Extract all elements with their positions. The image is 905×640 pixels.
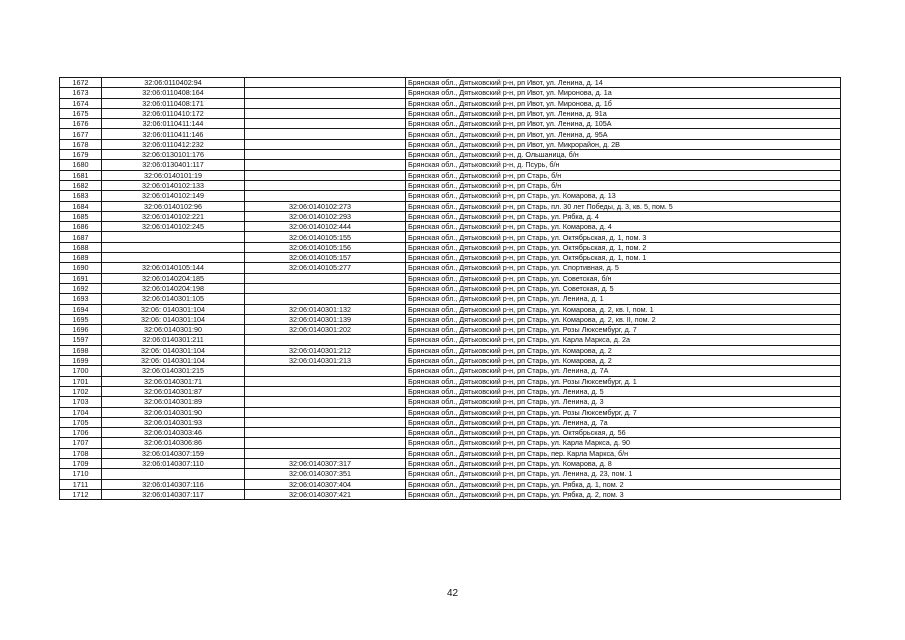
table-row	[60, 407, 841, 417]
address-cell: Брянская обл., Дятьковский р-н, рп Старь, ул. Комарова, д. 4	[406, 222, 841, 232]
table-row	[60, 160, 841, 170]
cadastral-number-cell: 32:06:0140204:185	[102, 273, 245, 283]
row-number-cell: 1683	[60, 191, 102, 201]
table-row	[60, 211, 841, 221]
table-row	[60, 489, 841, 499]
row-number-cell: 1707	[60, 438, 102, 448]
premises-cadastral-number-cell	[245, 366, 406, 376]
address-cell: Брянская обл., Дятьковский р-н, рп Старь, ул. Комарова, д. 13	[406, 191, 841, 201]
address-cell: Брянская обл., Дятьковский р-н, рп Старь, пер. Карла Маркса, б/н	[406, 448, 841, 458]
premises-cadastral-number-cell	[245, 273, 406, 283]
address-cell: Брянская обл., Дятьковский р-н, рп Старь, ул. Ленина, д. 7А	[406, 366, 841, 376]
table-row	[60, 438, 841, 448]
premises-cadastral-number-cell: 32:06:0140105:155	[245, 232, 406, 242]
cadastral-number-cell: 32:06:0140301:211	[102, 335, 245, 345]
cadastral-number-cell: 32:06:0130401:117	[102, 160, 245, 170]
premises-cadastral-number-cell: 32:06:0140105:156	[245, 242, 406, 252]
premises-cadastral-number-cell	[245, 98, 406, 108]
row-number-cell: 1672	[60, 78, 102, 88]
row-number-cell: 1678	[60, 139, 102, 149]
table-row	[60, 263, 841, 273]
address-cell: Брянская обл., Дятьковский р-н, рп Старь, ул. Ленина, д. 5	[406, 386, 841, 396]
address-cell: Брянская обл., Дятьковский р-н, рп Старь, ул. Рябка, д. 2, пом. 3	[406, 489, 841, 499]
premises-cadastral-number-cell	[245, 448, 406, 458]
address-cell: Брянская обл., Дятьковский р-н, рп Старь, ул. Октябрьская, д. 1, пом. 1	[406, 253, 841, 263]
address-cell: Брянская обл., Дятьковский р-н, рп Старь, пл. 30 лет Победы, д. 3, кв. 5, пом. 5	[406, 201, 841, 211]
cadastral-number-cell: 32:06:0140301:90	[102, 325, 245, 335]
row-number-cell: 1688	[60, 242, 102, 252]
address-cell: Брянская обл., Дятьковский р-н, рп Старь, ул. Комарова, д. 2	[406, 345, 841, 355]
premises-cadastral-number-cell	[245, 88, 406, 98]
address-cell: Брянская обл., Дятьковский р-н, рп Старь, ул. Розы Люксембург, д. 1	[406, 376, 841, 386]
row-number-cell: 1682	[60, 180, 102, 190]
cadastral-number-cell: 32:06:0140102:149	[102, 191, 245, 201]
address-cell: Брянская обл., Дятьковский р-н, рп Старь, ул. Ленина, д. 23, пом. 1	[406, 469, 841, 479]
table-row	[60, 356, 841, 366]
premises-cadastral-number-cell	[245, 119, 406, 129]
row-number-cell: 1675	[60, 108, 102, 118]
cadastral-number-cell: 32:06:0140306:86	[102, 438, 245, 448]
table-row	[60, 376, 841, 386]
premises-cadastral-number-cell: 32:06:0140102:444	[245, 222, 406, 232]
premises-cadastral-number-cell	[245, 283, 406, 293]
row-number-cell: 1708	[60, 448, 102, 458]
row-number-cell: 1676	[60, 119, 102, 129]
row-number-cell: 1698	[60, 345, 102, 355]
cadastral-number-cell: 32:06: 0140301:104	[102, 314, 245, 324]
row-number-cell: 1705	[60, 417, 102, 427]
premises-cadastral-number-cell	[245, 407, 406, 417]
table-row	[60, 108, 841, 118]
table-row	[60, 139, 841, 149]
row-number-cell: 1706	[60, 428, 102, 438]
table-row	[60, 314, 841, 324]
premises-cadastral-number-cell	[245, 191, 406, 201]
row-number-cell: 1680	[60, 160, 102, 170]
row-number-cell: 1689	[60, 253, 102, 263]
premises-cadastral-number-cell: 32:06:0140105:157	[245, 253, 406, 263]
table-row	[60, 150, 841, 160]
table-body	[60, 78, 841, 500]
table-row	[60, 170, 841, 180]
address-cell: Брянская обл., Дятьковский р-н, рп Ивот, ул. Ленина, д. 105А	[406, 119, 841, 129]
address-cell: Брянская обл., Дятьковский р-н, рп Ивот, ул. Ленина, д. 14	[406, 78, 841, 88]
cadastral-number-cell: 32:06:0140301:89	[102, 397, 245, 407]
premises-cadastral-number-cell	[245, 180, 406, 190]
address-cell: Брянская обл., Дятьковский р-н, рп Старь, ул. Спортивная, д. 5	[406, 263, 841, 273]
cadastral-number-cell: 32:06: 0140301:104	[102, 356, 245, 366]
table-row	[60, 222, 841, 232]
row-number-cell: 1703	[60, 397, 102, 407]
row-number-cell: 1679	[60, 150, 102, 160]
premises-cadastral-number-cell: 32:06:0140301:132	[245, 304, 406, 314]
cadastral-number-cell: 32:06:0110411:146	[102, 129, 245, 139]
cadastral-number-cell: 32:06:0140307:159	[102, 448, 245, 458]
cadastral-number-cell: 32:06:0110412:232	[102, 139, 245, 149]
row-number-cell: 1684	[60, 201, 102, 211]
table-row	[60, 458, 841, 468]
address-cell: Брянская обл., Дятьковский р-н, рп Старь, ул. Советская, д. 5	[406, 283, 841, 293]
cadastral-number-cell: 32:06:0140204:198	[102, 283, 245, 293]
premises-cadastral-number-cell: 32:06:0140307:404	[245, 479, 406, 489]
address-cell: Брянская обл., Дятьковский р-н, д. Ольшаница, б/н	[406, 150, 841, 160]
address-cell: Брянская обл., Дятьковский р-н, рп Старь, ул. Карла Маркса, д. 90	[406, 438, 841, 448]
row-number-cell: 1704	[60, 407, 102, 417]
premises-cadastral-number-cell: 32:06:0140307:317	[245, 458, 406, 468]
premises-cadastral-number-cell: 32:06:0140301:139	[245, 314, 406, 324]
cadastral-number-cell: 32:06:0110402:94	[102, 78, 245, 88]
premises-cadastral-number-cell	[245, 170, 406, 180]
cadastral-number-cell: 32:06:0140301:87	[102, 386, 245, 396]
cadastral-number-cell: 32:06:0140102:245	[102, 222, 245, 232]
row-number-cell: 1690	[60, 263, 102, 273]
cadastral-number-cell	[102, 242, 245, 252]
row-number-cell: 1711	[60, 479, 102, 489]
row-number-cell: 1673	[60, 88, 102, 98]
table-row	[60, 397, 841, 407]
address-cell: Брянская обл., Дятьковский р-н, рп Ивот, ул. Ленина, д. 95А	[406, 129, 841, 139]
address-cell: Брянская обл., Дятьковский р-н, рп Старь, ул. Розы Люксембург, д. 7	[406, 325, 841, 335]
premises-cadastral-number-cell: 32:06:0140307:351	[245, 469, 406, 479]
premises-cadastral-number-cell: 32:06:0140105:277	[245, 263, 406, 273]
table-row	[60, 232, 841, 242]
row-number-cell: 1693	[60, 294, 102, 304]
premises-cadastral-number-cell	[245, 78, 406, 88]
row-number-cell: 1686	[60, 222, 102, 232]
address-cell: Брянская обл., Дятьковский р-н, рп Старь, ул. Карла Маркса, д. 2а	[406, 335, 841, 345]
premises-cadastral-number-cell	[245, 139, 406, 149]
cadastral-number-cell: 32:06:0140307:117	[102, 489, 245, 499]
table-row	[60, 201, 841, 211]
premises-cadastral-number-cell	[245, 376, 406, 386]
row-number-cell: 1687	[60, 232, 102, 242]
page-number: 42	[446, 588, 459, 599]
premises-cadastral-number-cell	[245, 108, 406, 118]
premises-cadastral-number-cell	[245, 417, 406, 427]
premises-cadastral-number-cell: 32:06:0140301:212	[245, 345, 406, 355]
cadastral-number-cell: 32:06:0140307:116	[102, 479, 245, 489]
table-row	[60, 242, 841, 252]
premises-cadastral-number-cell	[245, 129, 406, 139]
address-cell: Брянская обл., Дятьковский р-н, рп Старь, ул. Комарова, д. 8	[406, 458, 841, 468]
address-cell: Брянская обл., Дятьковский р-н, рп Старь, б/н	[406, 180, 841, 190]
address-cell: Брянская обл., Дятьковский р-н, рп Старь, б/н	[406, 170, 841, 180]
table-row	[60, 345, 841, 355]
address-cell: Брянская обл., Дятьковский р-н, рп Ивот, ул. Микрорайон, д. 2В	[406, 139, 841, 149]
premises-cadastral-number-cell: 32:06:0140102:293	[245, 211, 406, 221]
premises-cadastral-number-cell: 32:06:0140102:273	[245, 201, 406, 211]
table-row	[60, 469, 841, 479]
address-cell: Брянская обл., Дятьковский р-н, рп Старь, ул. Комарова, д. 2	[406, 356, 841, 366]
row-number-cell: 1709	[60, 458, 102, 468]
row-number-cell: 1681	[60, 170, 102, 180]
premises-cadastral-number-cell	[245, 397, 406, 407]
table-row	[60, 448, 841, 458]
cadastral-number-cell: 32:06:0110411:144	[102, 119, 245, 129]
table-row	[60, 78, 841, 88]
table-row	[60, 294, 841, 304]
table-row	[60, 283, 841, 293]
address-cell: Брянская обл., Дятьковский р-н, д. Псурь, б/н	[406, 160, 841, 170]
cadastral-number-cell: 32:06:0110408:171	[102, 98, 245, 108]
table-row	[60, 98, 841, 108]
cadastral-number-cell: 32:06:0140301:215	[102, 366, 245, 376]
table-row	[60, 273, 841, 283]
row-number-cell: 1701	[60, 376, 102, 386]
table-row	[60, 417, 841, 427]
cadastral-number-cell	[102, 232, 245, 242]
table-row	[60, 119, 841, 129]
table-row	[60, 304, 841, 314]
address-cell: Брянская обл., Дятьковский р-н, рп Ивот, ул. Миронова, д. 1б	[406, 98, 841, 108]
cadastral-number-cell: 32:06:0110408:164	[102, 88, 245, 98]
cadastral-number-cell: 32:06:0140102:133	[102, 180, 245, 190]
cadastral-number-cell: 32:06:0140301:71	[102, 376, 245, 386]
premises-cadastral-number-cell	[245, 335, 406, 345]
address-cell: Брянская обл., Дятьковский р-н, рп Ивот, ул. Ленина, д. 91а	[406, 108, 841, 118]
table-row	[60, 88, 841, 98]
row-number-cell: 1674	[60, 98, 102, 108]
address-cell: Брянская обл., Дятьковский р-н, рп Старь, ул. Рябка, д. 1, пом. 2	[406, 479, 841, 489]
address-cell: Брянская обл., Дятьковский р-н, рп Старь, ул. Советская, б/н	[406, 273, 841, 283]
cadastral-number-cell: 32:06:0140307:110	[102, 458, 245, 468]
premises-cadastral-number-cell	[245, 386, 406, 396]
row-number-cell: 1702	[60, 386, 102, 396]
address-cell: Брянская обл., Дятьковский р-н, рп Старь, ул. Октябрьская, д. 1, пом. 3	[406, 232, 841, 242]
row-number-cell: 1712	[60, 489, 102, 499]
row-number-cell: 1685	[60, 211, 102, 221]
address-cell: Брянская обл., Дятьковский р-н, рп Старь, ул. Розы Люксембург, д. 7	[406, 407, 841, 417]
address-cell: Брянская обл., Дятьковский р-н, рп Старь, ул. Октябрьская, д. 56	[406, 428, 841, 438]
premises-cadastral-number-cell	[245, 160, 406, 170]
table-row	[60, 335, 841, 345]
table-row	[60, 325, 841, 335]
address-cell: Брянская обл., Дятьковский р-н, рп Старь, ул. Рябка, д. 4	[406, 211, 841, 221]
cadastral-number-cell: 32:06:0140105:144	[102, 263, 245, 273]
address-cell: Брянская обл., Дятьковский р-н, рп Ивот, ул. Миронова, д. 1а	[406, 88, 841, 98]
cadastral-number-cell: 32:06:0140101:19	[102, 170, 245, 180]
cadastral-number-cell: 32:06:0130101:176	[102, 150, 245, 160]
table-row	[60, 366, 841, 376]
row-number-cell: 1597	[60, 335, 102, 345]
address-cell: Брянская обл., Дятьковский р-н, рп Старь, ул. Комарова, д. 2, кв. I, пом. 1	[406, 304, 841, 314]
cadastral-number-cell: 32:06:0110410:172	[102, 108, 245, 118]
cadastral-number-cell: 32:06:0140301:93	[102, 417, 245, 427]
row-number-cell: 1699	[60, 356, 102, 366]
premises-cadastral-number-cell: 32:06:0140307:421	[245, 489, 406, 499]
table-row	[60, 386, 841, 396]
premises-cadastral-number-cell	[245, 150, 406, 160]
address-cell: Брянская обл., Дятьковский р-н, рп Старь, ул. Ленина, д. 1	[406, 294, 841, 304]
cadastral-number-cell: 32:06: 0140301:104	[102, 304, 245, 314]
address-cell: Брянская обл., Дятьковский р-н, рп Старь, ул. Ленина, д. 3	[406, 397, 841, 407]
premises-cadastral-number-cell: 32:06:0140301:202	[245, 325, 406, 335]
address-cell: Брянская обл., Дятьковский р-н, рп Старь, ул. Ленина, д. 7а	[406, 417, 841, 427]
table-row	[60, 129, 841, 139]
row-number-cell: 1695	[60, 314, 102, 324]
address-cell: Брянская обл., Дятьковский р-н, рп Старь, ул. Октябрьская, д. 1, пом. 2	[406, 242, 841, 252]
row-number-cell: 1691	[60, 273, 102, 283]
table-row	[60, 428, 841, 438]
cadastral-number-cell: 32:06:0140303:46	[102, 428, 245, 438]
table-row	[60, 191, 841, 201]
cadastral-number-cell: 32:06:0140301:105	[102, 294, 245, 304]
cadastral-number-cell	[102, 469, 245, 479]
row-number-cell: 1694	[60, 304, 102, 314]
row-number-cell: 1710	[60, 469, 102, 479]
address-cell: Брянская обл., Дятьковский р-н, рп Старь, ул. Комарова, д. 2, кв. II, пом. 2	[406, 314, 841, 324]
cadastral-number-cell: 32:06: 0140301:104	[102, 345, 245, 355]
table-row	[60, 253, 841, 263]
row-number-cell: 1692	[60, 283, 102, 293]
table-row	[60, 180, 841, 190]
cadastral-number-cell: 32:06:0140102:221	[102, 211, 245, 221]
cadastral-number-cell: 32:06:0140301:90	[102, 407, 245, 417]
cadastral-number-cell: 32:06:0140102:96	[102, 201, 245, 211]
table-row	[60, 479, 841, 489]
premises-cadastral-number-cell	[245, 438, 406, 448]
row-number-cell: 1700	[60, 366, 102, 376]
cadastral-number-cell	[102, 253, 245, 263]
premises-cadastral-number-cell	[245, 294, 406, 304]
premises-cadastral-number-cell	[245, 428, 406, 438]
property-registry-table	[59, 77, 841, 500]
row-number-cell: 1677	[60, 129, 102, 139]
premises-cadastral-number-cell: 32:06:0140301:213	[245, 356, 406, 366]
row-number-cell: 1696	[60, 325, 102, 335]
